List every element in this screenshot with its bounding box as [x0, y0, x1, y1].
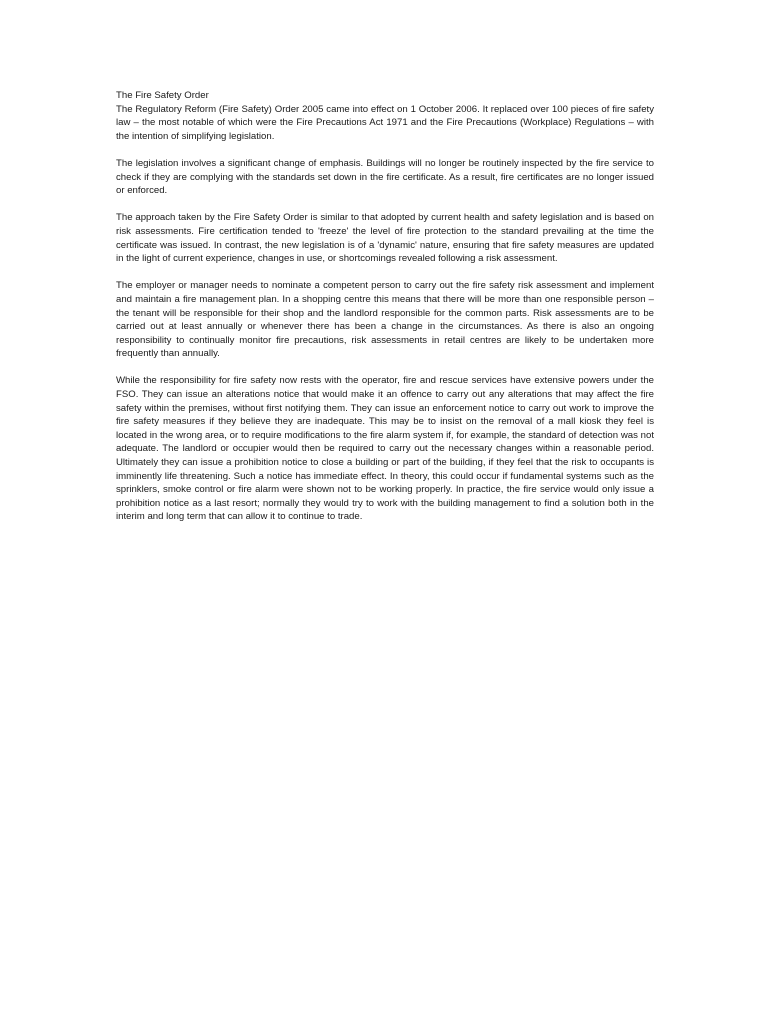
- document-title: The Fire Safety Order: [116, 90, 209, 101]
- paragraph-risk-assessment-approach: The approach taken by the Fire Safety Order is similar to that adopted by current health and safety legislation and is based on risk assessments. Fire certification tended to 'freeze' the level of fire protection to the standard prevailing at the time the certificate was issued. In contrast, the new legislation is of a 'dynamic' nature, ensuring that fire safety measures are updated in the light of current experience, changes in use, or shortcomings revealed following a risk assessment.: [116, 212, 654, 265]
- paragraph-emphasis-change: The legislation involves a significant change of emphasis. Buildings will no longer be routinely inspected by the fire service to check if they are complying with the standards set down in the fire certificate. As a result, fire certificates are no longer issued or enforced.: [116, 157, 654, 197]
- paragraph-responsible-person: The employer or manager needs to nominate a competent person to carry out the fire safety risk assessment and implement and maintain a fire management plan. In a shopping centre this means that there will be more than one responsible person – the tenant will be responsible for their shop and the landlord responsible for the common parts. Risk assessments are to be carried out at least annually or whenever there has been a change in the circumstances. As there is also an ongoing responsibility to continually monitor fire precautions, risk assessments in retail centres are likely to be undertaken more frequently than annually.: [116, 280, 654, 360]
- document-body: [116, 89, 654, 538]
- paragraph-intro: The Regulatory Reform (Fire Safety) Order 2005 came into effect on 1 October 2006. It replaced over 100 pieces of fire safety law – the most notable of which were the Fire Precautions Act 1971 and the Fire Precautions (Workplace) Regulations – with the intention of simplifying legislation.: [116, 103, 654, 142]
- paragraph-enforcement-powers: While the responsibility for fire safety now rests with the operator, fire and rescue services have extensive powers under the FSO. They can issue an alterations notice that would make it an offence to carry out any alterations that may affect the fire safety within the premises, without first notifying them. They can issue an enforcement notice to carry out work to improve the fire safety measures if they believe they are inadequate. This may be to insist on the removal of a mall kiosk they feel is located in the wrong area, or to require modifications to the fire alarm system if, for example, the standard of detection was not adequate. The landlord or occupier would then be required to carry out the necessary changes within a reasonable period. Ultimately they can issue a prohibition notice to close a building or part of the building, if they feel that the risk to occupants is imminently life threatening. Such a notice has immediate effect. In theory, this could occur if fundamental systems such as the sprinklers, smoke control or fire alarm were shown not to be working properly. In practice, the fire service would only issue a prohibition notice as a last resort; normally they would try to work with the building management to find a solution both in the interim and long term that can allow it to continue to trade.: [116, 375, 654, 523]
